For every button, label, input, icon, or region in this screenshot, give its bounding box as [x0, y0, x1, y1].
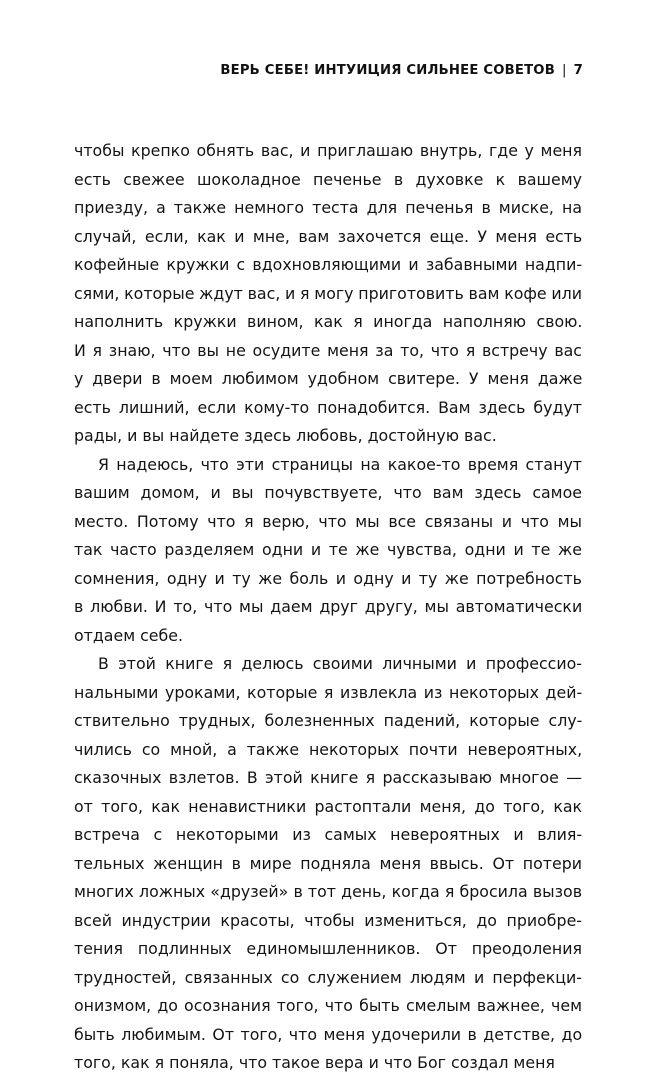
page-number: 7 — [573, 63, 583, 78]
text-line: есть лишний, если кому-то понадобится. Вам здесь будут — [74, 397, 582, 417]
text-line: у двери в моем любимом удобном свитере. У меня даже — [74, 369, 583, 388]
paragraph — [74, 451, 582, 651]
text-line: сомнения, одну и ту же боль и одну и ту же потребность — [74, 568, 582, 588]
text-line: того, как я поняла, что такое вера и что Бог создал меня — [74, 1053, 555, 1072]
text-line: всей индустрии красоты, чтобы измениться, до приобре- — [74, 910, 582, 930]
text-line: в любви. И то, что мы даем друг другу, мы автоматически — [74, 597, 583, 616]
text-line: случай, если, как и мне, вам захочется еще. У меня есть — [74, 226, 583, 246]
text-line: нальными уроками, которые я извлекла из некоторых дей- — [74, 682, 583, 702]
text-line: чтобы крепко обнять вас, и приглашаю внутрь, где у меня — [74, 141, 582, 160]
text-line: наполнить кружки вином, как я иногда наполняю свою. — [74, 312, 583, 331]
book-title: ВЕРЬ СЕБЕ! ИНТУИЦИЯ СИЛЬНЕЕ СОВЕТОВ — [220, 63, 555, 78]
text-line: В этой книге я делюсь своими личными и профессио- — [98, 654, 582, 673]
text-line: сказочных взлетов. В этой книге я рассказываю многое — — [74, 768, 582, 787]
text-line: от того, как ненавистники растоптали меня, до того, как — [74, 796, 583, 816]
running-header — [220, 63, 583, 78]
text-line: быть любимым. От того, что меня удочерили в детстве, до — [74, 1024, 583, 1044]
paragraph — [74, 650, 582, 1078]
text-line: встреча с некоторыми из самых невероятных и влия- — [74, 825, 583, 844]
text-line: многих ложных «друзей» в тот день, когда я бросила вызов — [74, 882, 582, 901]
text-line: приезду, а также немного теста для печенья в миске, на — [74, 198, 582, 217]
body-text — [74, 137, 582, 1078]
paragraph — [74, 137, 582, 451]
text-line: онизмом, до осознания того, что быть смелым важнее, чем — [74, 996, 583, 1015]
text-line: тельных женщин в мире подняла меня ввысь. От потери — [74, 853, 582, 873]
text-line: рады, и вы найдете здесь любовь, достойную вас. — [74, 426, 497, 445]
text-line: так часто разделяем одни и те же чувства, одни и те же — [74, 540, 582, 559]
text-line: трудностей, связанных со служением людям и перфекци- — [74, 967, 582, 987]
text-line: тения подлинных единомышленников. От преодоления — [74, 939, 582, 958]
text-line: вашим домом, и вы почувствуете, что вам здесь самое — [74, 483, 582, 502]
header-separator: | — [561, 63, 567, 78]
text-line: кофейные кружки с вдохновляющими и забавными надпи- — [74, 255, 583, 274]
text-line: место. Потому что я верю, что мы все связаны и что мы — [74, 511, 582, 531]
text-line: Я надеюсь, что эти страницы на какое-то время станут — [98, 454, 582, 474]
text-line: ствительно трудных, болезненных падений, которые слу- — [74, 711, 583, 730]
text-line: И я знаю, что вы не осудите меня за то, что я встречу вас — [74, 340, 582, 360]
text-line: отдаем себе. — [74, 625, 184, 645]
text-line: чились со мной, а также некоторых почти невероятных, — [74, 739, 583, 759]
text-line: сями, которые ждут вас, и я могу приготовить вам кофе или — [74, 283, 582, 303]
text-line: есть свежее шоколадное печенье в духовке к вашему — [74, 169, 582, 189]
